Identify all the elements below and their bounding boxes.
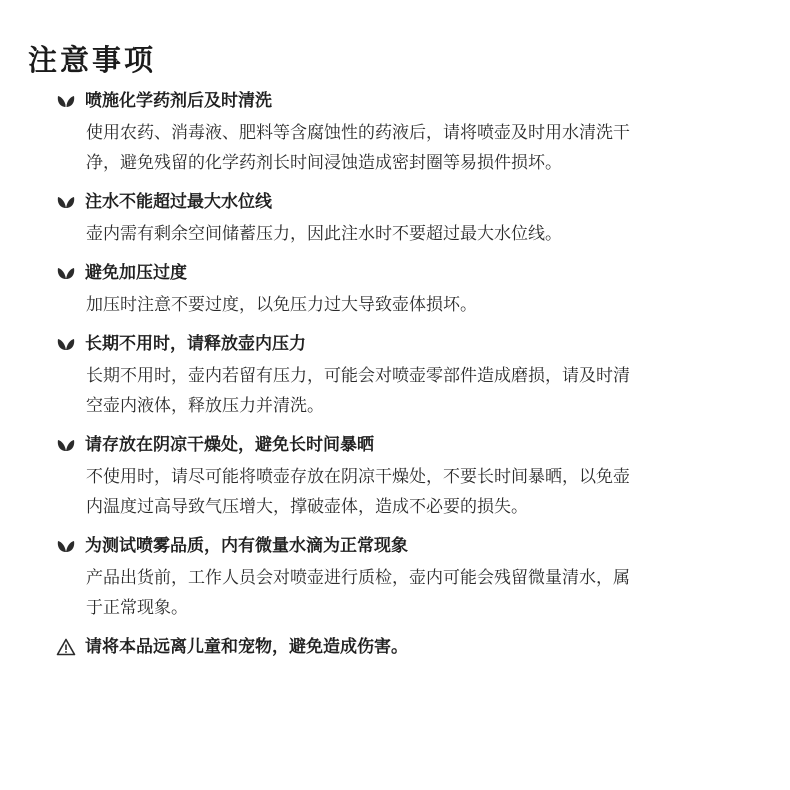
notice-heading: 请存放在阴凉干燥处，避免长时间暴晒 (85, 435, 374, 455)
notice-body-line: 壶内需有剩余空间储蓄压力，因此注水时不要超过最大水位线。 (86, 224, 562, 244)
warning-triangle-icon (56, 638, 76, 656)
notice-body-line: 产品出货前，工作人员会对喷壶进行质检，壶内可能会残留微量清水，属 (86, 568, 630, 588)
notice-heading: 避免加压过度 (85, 263, 187, 283)
notice-body-line: 空壶内液体，释放压力并清洗。 (86, 396, 324, 416)
notice-heading-row (56, 434, 374, 456)
notice-heading-row (56, 535, 408, 557)
leaf-icon (56, 266, 76, 280)
notice-heading: 喷施化学药剂后及时清洗 (85, 91, 272, 111)
leaf-icon (56, 94, 76, 108)
notice-body-line: 不使用时，请尽可能将喷壶存放在阴凉干燥处，不要长时间暴晒，以免壶 (86, 467, 630, 487)
notice-heading-row (56, 262, 187, 284)
warning-text: 请将本品远离儿童和宠物，避免造成伤害。 (85, 637, 408, 657)
leaf-icon (56, 438, 76, 452)
leaf-icon (56, 195, 76, 209)
page-title: 注意事项 (28, 43, 157, 77)
notice-body-line: 加压时注意不要过度，以免压力过大导致壶体损坏。 (86, 295, 477, 315)
leaf-icon (56, 539, 76, 553)
notice-heading: 长期不用时，请释放壶内压力 (85, 334, 306, 354)
notice-body-line: 于正常现象。 (86, 598, 188, 618)
notice-heading: 注水不能超过最大水位线 (85, 192, 272, 212)
notice-body-line: 长期不用时，壶内若留有压力，可能会对喷壶零部件造成磨损，请及时清 (86, 366, 630, 386)
leaf-icon (56, 337, 76, 351)
notice-body-line: 内温度过高导致气压增大，撑破壶体，造成不必要的损失。 (86, 497, 528, 517)
notice-body-line: 使用农药、消毒液、肥料等含腐蚀性的药液后，请将喷壶及时用水清洗干 (86, 123, 630, 143)
notice-heading: 为测试喷雾品质，内有微量水滴为正常现象 (85, 536, 408, 556)
notice-heading-row (56, 90, 272, 112)
notice-heading-row (56, 333, 306, 355)
warning-row (56, 636, 408, 658)
notice-body-line: 净，避免残留的化学药剂长时间浸蚀造成密封圈等易损件损坏。 (86, 153, 562, 173)
notice-heading-row (56, 191, 272, 213)
